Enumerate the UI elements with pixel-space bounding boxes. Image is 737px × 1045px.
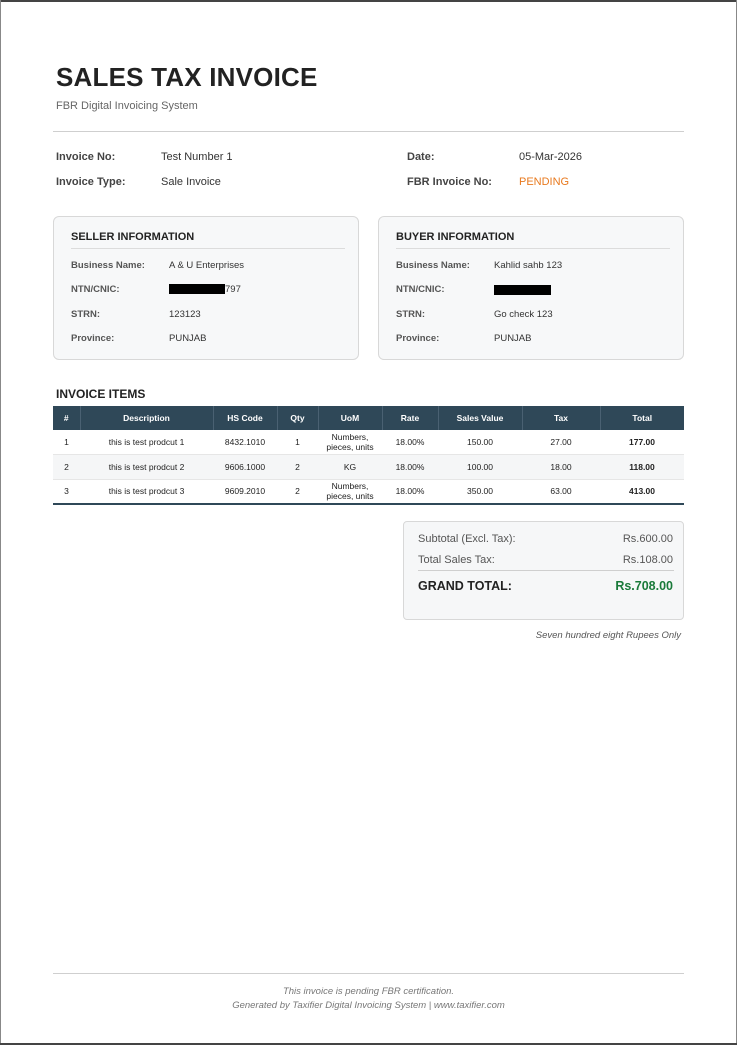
cell-tax: 63.00 (550, 486, 572, 496)
cell-total: 177.00 (629, 437, 655, 447)
table-row (53, 430, 684, 455)
invoice-no-label: Invoice No: (56, 151, 116, 163)
total-tax-value: Rs.108.00 (622, 554, 673, 566)
invoice-items-table (53, 406, 684, 505)
buyer-info-divider (396, 248, 670, 249)
invoice-type-value: Sale Invoice (161, 176, 221, 188)
cell-rate: 18.00% (395, 486, 425, 496)
seller-info-divider (71, 248, 345, 249)
column-header-description: Description (80, 406, 213, 430)
cell-total: 118.00 (600, 455, 684, 480)
seller-ntn-redaction (169, 284, 225, 294)
cell-rate: 18.00% (395, 437, 425, 447)
cell-description: this is test prodcut 2 (80, 455, 213, 480)
cell-hs-code: 9609.2010 (224, 486, 266, 496)
cell-number: 2 (53, 455, 80, 480)
totals-divider (418, 570, 674, 571)
invoice-items-heading: INVOICE ITEMS (56, 387, 146, 401)
cell-hs-code: 9606.1000 (213, 455, 277, 480)
cell-uom: Numbers, pieces, units (326, 432, 374, 452)
column-header-sales-value: Sales Value (438, 406, 522, 430)
date-label: Date: (407, 151, 435, 163)
cell-qty: 2 (277, 455, 318, 480)
column-header-uom: UoM (318, 406, 382, 430)
invoice-title: SALES TAX INVOICE (56, 62, 318, 92)
invoice-page (53, 0, 684, 1045)
seller-info-title: SELLER INFORMATION (71, 231, 195, 243)
grand-total-value: Rs.708.00 (615, 579, 673, 593)
cell-sales-value: 350.00 (467, 486, 493, 496)
cell-number: 3 (64, 486, 69, 496)
column-header-qty: Qty (277, 406, 318, 430)
cell-uom: KG (318, 455, 382, 480)
cell-uom: Numbers, pieces, units (326, 481, 374, 501)
buyer-info-title: BUYER INFORMATION (396, 231, 515, 243)
footer-generated-by: Generated by Taxifier Digital Invoicing System | www.taxifier.com (232, 1000, 505, 1011)
buyer-ntn-redaction (494, 285, 551, 295)
cell-description: this is test prodcut 1 (108, 437, 185, 447)
column-header-tax: Tax (522, 406, 600, 430)
column-header-hs-code: HS Code (213, 406, 277, 430)
seller-strn-label: STRN: (71, 309, 101, 320)
cell-qty: 1 (295, 437, 300, 447)
cell-tax: 18.00 (522, 455, 600, 480)
buyer-province-value: PUNJAB (494, 333, 532, 344)
buyer-strn-value: Go check 123 (494, 309, 553, 320)
buyer-strn-label: STRN: (396, 309, 426, 320)
buyer-province-label: Province: (396, 333, 440, 344)
header-divider (53, 131, 684, 132)
cell-total: 413.00 (629, 486, 655, 496)
cell-hs-code: 8432.1010 (224, 437, 266, 447)
amount-in-words: Seven hundred eight Rupees Only (535, 630, 681, 641)
cell-description: this is test prodcut 3 (108, 486, 185, 496)
page-border-left (0, 0, 1, 1045)
seller-business-label: Business Name: (71, 260, 145, 271)
fbr-invoice-no-value: PENDING (519, 176, 570, 188)
seller-ntn-value: 797 (225, 284, 241, 295)
seller-province-value: PUNJAB (169, 333, 207, 344)
column-header-total: Total (600, 406, 684, 430)
footer-pending-note: This invoice is pending FBR certification. (282, 986, 455, 997)
invoice-subtitle: FBR Digital Invoicing System (56, 100, 198, 112)
seller-ntn-label: NTN/CNIC: (71, 284, 120, 295)
table-row (53, 455, 684, 480)
seller-province-label: Province: (71, 333, 115, 344)
cell-rate: 18.00% (382, 455, 438, 480)
footer-divider (53, 973, 684, 974)
cell-tax: 27.00 (550, 437, 572, 447)
fbr-invoice-no-label: FBR Invoice No: (407, 176, 492, 188)
cell-sales-value: 100.00 (438, 455, 522, 480)
buyer-business-value: Kahlid sahb 123 (494, 260, 563, 271)
seller-info-box (53, 216, 359, 360)
cell-qty: 2 (295, 486, 300, 496)
total-tax-label: Total Sales Tax: (418, 554, 495, 566)
date-value: 05-Mar-2026 (519, 151, 582, 163)
seller-strn-value: 123123 (169, 309, 201, 320)
seller-business-value: A & U Enterprises (169, 260, 244, 271)
table-header-row (53, 406, 684, 430)
buyer-ntn-label: NTN/CNIC: (396, 284, 445, 295)
invoice-no-value: Test Number 1 (161, 151, 233, 163)
invoice-type-label: Invoice Type: (56, 176, 126, 188)
column-header-number: # (53, 406, 80, 430)
column-header-rate: Rate (382, 406, 438, 430)
table-row (53, 479, 684, 504)
grand-total-label: GRAND TOTAL: (418, 579, 512, 593)
buyer-business-label: Business Name: (396, 260, 470, 271)
cell-sales-value: 150.00 (467, 437, 493, 447)
subtotal-label: Subtotal (Excl. Tax): (418, 533, 516, 545)
buyer-info-box (378, 216, 684, 360)
cell-number: 1 (64, 437, 69, 447)
subtotal-value: Rs.600.00 (622, 533, 673, 545)
totals-box (403, 521, 684, 620)
